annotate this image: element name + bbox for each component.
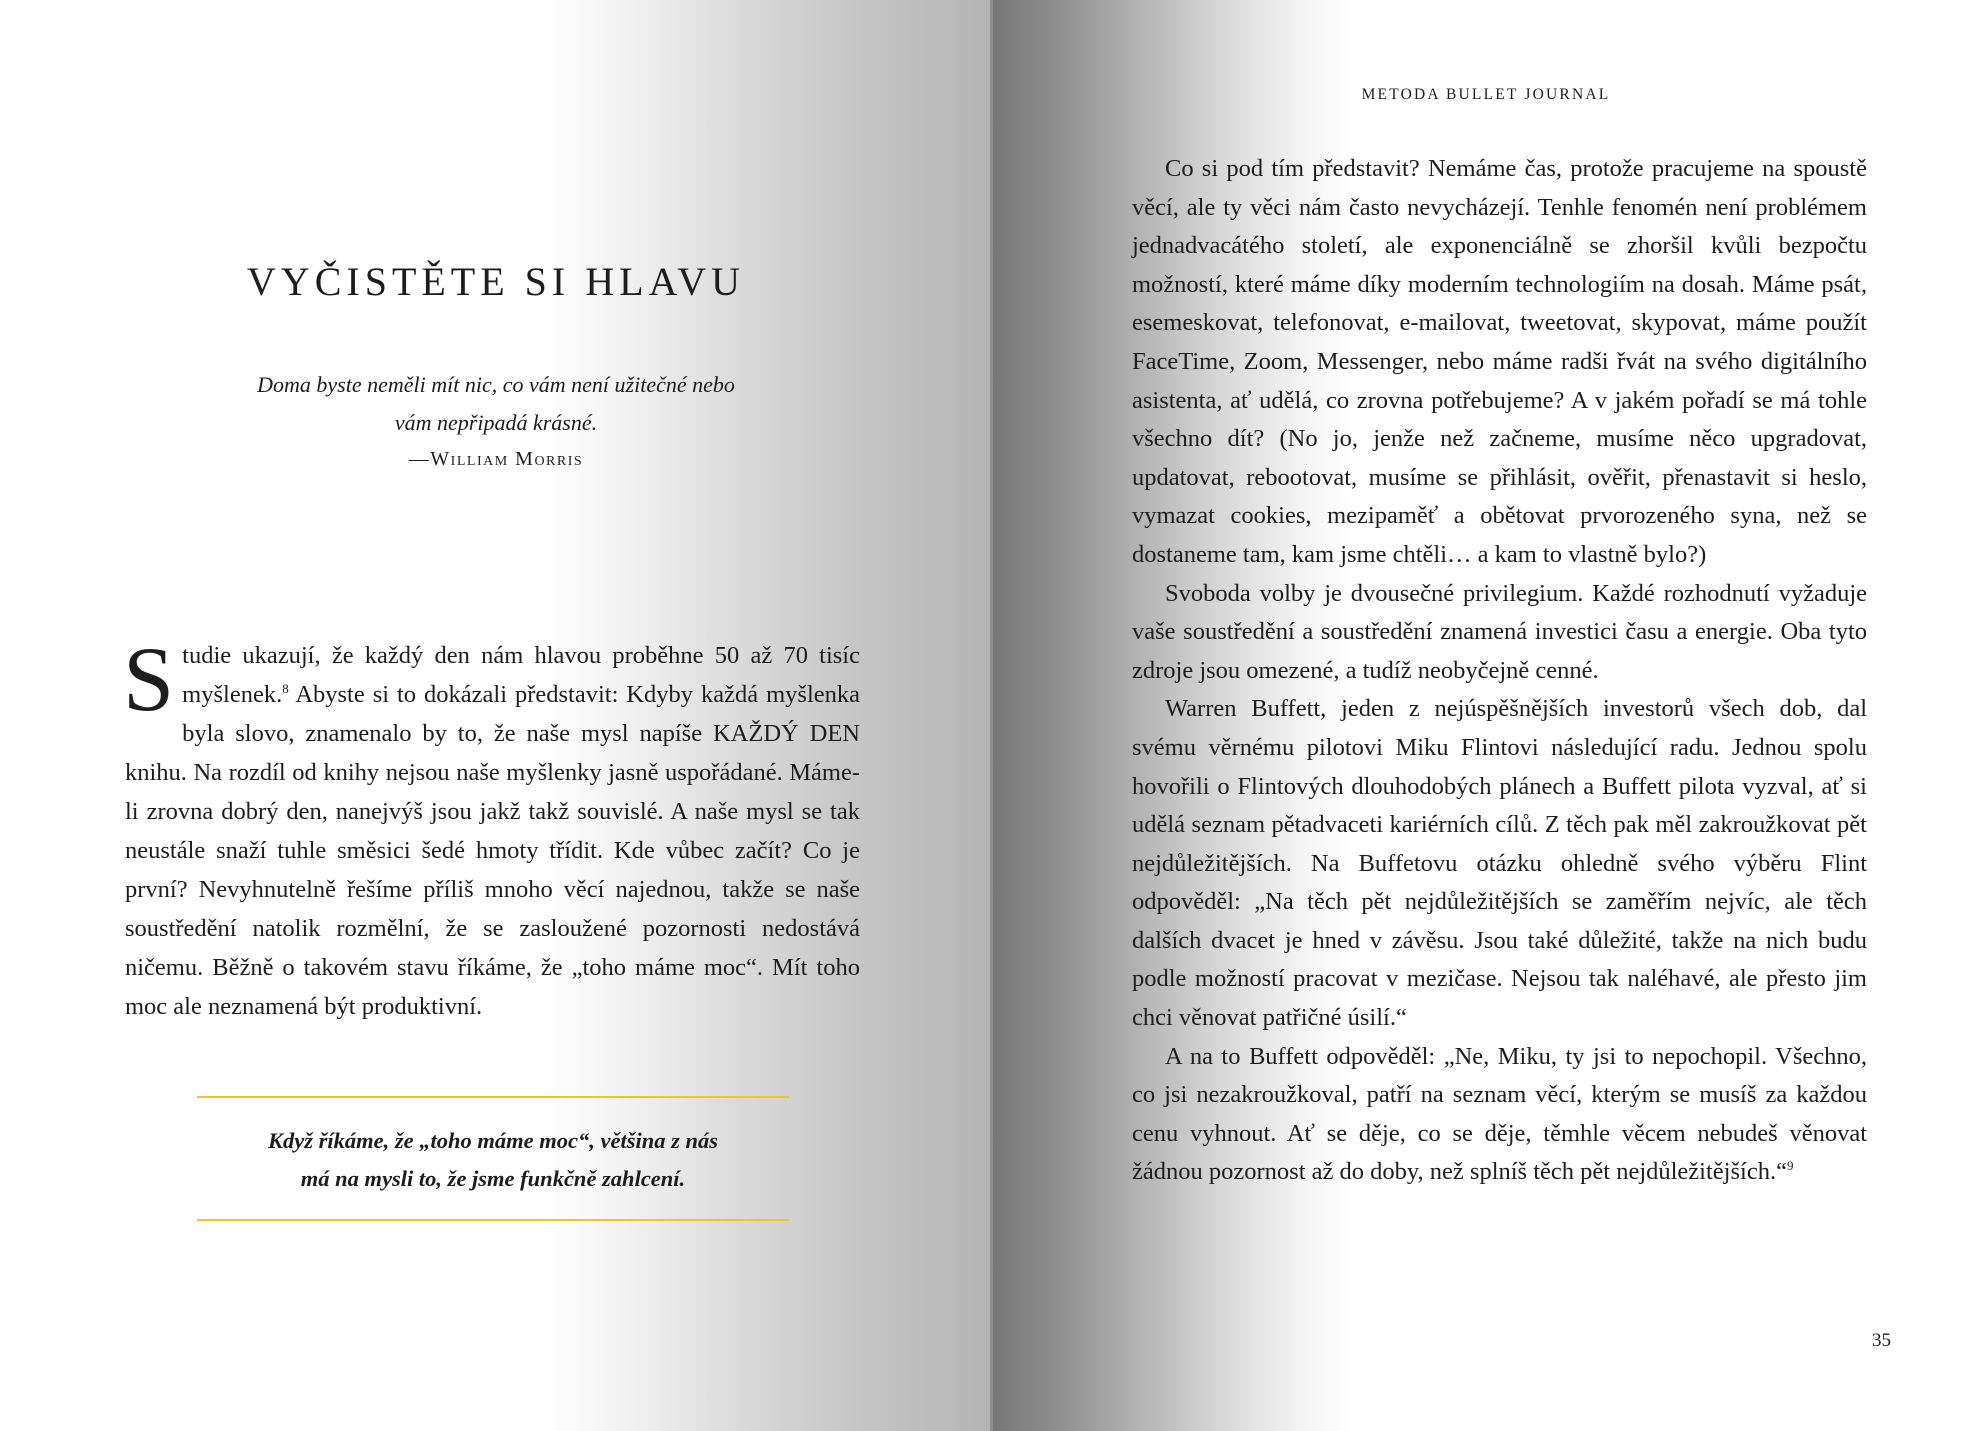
epigraph-attribution: —William Morris: [408, 448, 584, 470]
pull-quote-line: má na mysli to, že jsme funkčně zahlcení.: [300, 1166, 686, 1191]
pull-quote-rule-top: [197, 1096, 789, 1098]
pull-quote-line: Když říkáme, že „toho máme moc“, většina z nás: [268, 1128, 718, 1153]
pull-quote: [197, 1122, 789, 1198]
body-text: tudie ukazují, že každý den nám hlavou proběhne 50 až 70 tisíc myšlenek.: [182, 642, 860, 708]
footnote-reference[interactable]: 8: [282, 680, 289, 696]
chapter-title: VYČISTĚTE SI HLAVU: [246, 259, 746, 304]
paragraph: Svoboda volby je dvousečné privilegium. Každé rozhodnutí vyžaduje vaše soustředění a soustředění znamená investici času a energie. Oba tyto zdroje jsou omezené, a tudíž neobyčejně cenné.: [1132, 579, 1867, 684]
paragraph: Warren Buffett, jeden z nejúspěšnějších investorů všech dob, dal svému věrnému pilotovi Miku Flintovi následující radu. Jednou spolu hovořili o Flintových dlouhodobých plánech a Buffett pilota vyzval, ať si udělá seznam pětadvaceti kariérních cílů. Z těch pak měl zakroužkovat pět nejdůležitějších. Na Buffetovu otázku ohledně svého výběru Flint odpověděl: „Na těch pět nejdůležitějších se zaměřím nejvíc, ale těch dalších dvacet je hned v závěsu. Jsou také důležité, takže na nich budu podle možností pracovat v mezičase. Nejsou tak naléhavé, ale přesto jim chci věnovat patřičné úsilí.“: [1132, 695, 1867, 1032]
body-text: Abyste si to dokázali představit: Kdyby každá myšlenka byla slovo, znamenalo by to, že naše mysl napíše KAŽDÝ DEN knihu. Na rozdíl od knihy nejsou naše myšlenky jasně uspořádané. Máme-li zrovna dobrý den, nanejvýš jsou jakž takž souvislé. A naše mysl se tak neustále snaží tuhle směsici šedé hmoty třídit. Kde vůbec začít? Co je první? Nevyhnutelně řešíme příliš mnoho věcí najednou, takže se naše soustředění natolik rozmělní, že se zasloužené pozornosti nedostává ničemu. Běžně o takovém stavu říkáme, že „toho máme moc“. Mít toho moc ale neznamená být produktivní.: [125, 681, 860, 1020]
epigraph: [0, 366, 992, 442]
body-text-right: [1132, 150, 1867, 1192]
body-text-left: [123, 628, 860, 1026]
pull-quote-rule-bottom: [197, 1219, 789, 1221]
book-gutter: [990, 0, 993, 1431]
epigraph-line: vám nepřipadá krásné.: [394, 410, 598, 435]
paragraph: [1132, 1038, 1867, 1192]
running-head: METODA BULLET JOURNAL: [1361, 86, 1611, 103]
left-page: [0, 0, 992, 1431]
paragraph: Co si pod tím představit? Nemáme čas, protože pracujeme na spoustě věcí, ale ty věci nám často nevycházejí. Tenhle fenomén není problémem jednadvacátého století, ale exponenciálně se zhoršil kvůli bezpočtu možností, které máme díky moderním technologiím na dosah. Máme psát, esemeskovat, telefonovat, e-mailovat, tweetovat, skypovat, máme použít FaceTime, Zoom, Messenger, nebo máme radši řvát na svého digitálního asistenta, ať udělá, co zrovna potřebujeme? A v jakém pořadí se má tohle všechno dít? (No jo, jenže než začneme, musíme něco upgradovat, updatovat, rebootovat, musíme se přihlásit, ověřit, přenastavit si heslo, vymazat cookies, mezipaměť a obětovat prvorozeného syna, než se dostaneme tam, kam jsme chtěli… a kam to vlastně bylo?): [1132, 155, 1867, 568]
epigraph-line: Doma byste neměli mít nic, co vám není užitečné nebo: [257, 372, 735, 397]
paragraph-text: A na to Buffett odpověděl: „Ne, Miku, ty jsi to nepochopil. Všechno, co jsi nezakroužkoval, patří na seznam věcí, kterým se musíš za každou cenu vyhnout. Ať se děje, co se děje, těmhle věcem nebudeš věnovat žádnou pozornost až do doby, než splníš těch pět nejdůležitějších.“: [1132, 1042, 1867, 1186]
page-number: 35: [1872, 1330, 1891, 1351]
drop-cap: S: [123, 628, 175, 730]
footnote-reference[interactable]: 9: [1786, 1158, 1794, 1174]
